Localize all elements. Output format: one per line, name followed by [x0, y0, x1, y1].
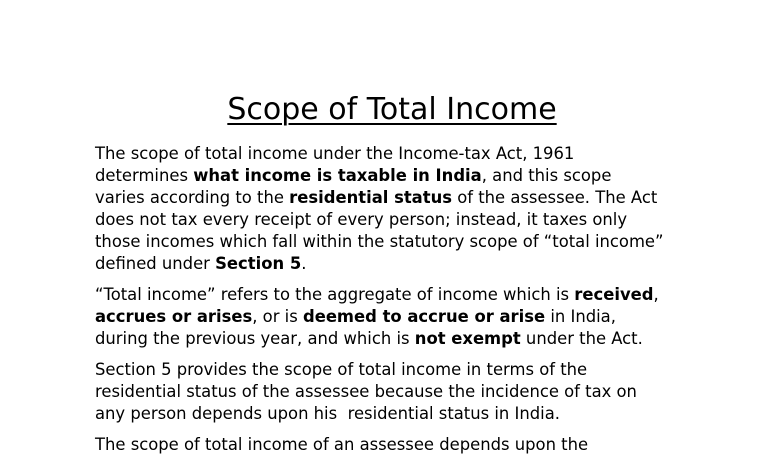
paragraph: [95, 143, 705, 275]
text-run: during the previous year, and which is: [95, 329, 415, 348]
bold-text: not exempt: [414, 329, 521, 348]
bold-text: received: [574, 285, 654, 304]
text-run: those incomes which fall within the statutory scope of “total income”: [95, 232, 664, 251]
text-line: [95, 306, 705, 328]
text-run: determines: [95, 166, 194, 185]
text-run: varies according to the: [95, 188, 290, 207]
text-line: [95, 209, 705, 231]
bold-text: what income is taxable in India: [193, 166, 482, 185]
text-line: [95, 143, 705, 165]
text-run: of the assessee. The Act: [452, 188, 658, 207]
paragraph: [95, 434, 705, 456]
text-line: [95, 253, 705, 275]
text-run: , and this scope: [481, 166, 612, 185]
text-line: [95, 359, 705, 381]
text-run: The scope of total income of an assessee depends upon the: [95, 435, 589, 454]
text-run: “Total income” refers to the aggregate of income which is: [95, 285, 575, 304]
text-run: under the Act.: [520, 329, 643, 348]
bold-text: residential status: [289, 188, 452, 207]
text-run: defined under: [95, 254, 216, 273]
text-run: any person depends upon his residential status in India.: [95, 404, 560, 423]
text-line: [95, 231, 705, 253]
text-run: , or is: [252, 307, 303, 326]
document-title: Scope of Total Income: [227, 92, 557, 127]
text-line: [95, 284, 705, 306]
text-line: [95, 328, 705, 350]
text-run: ,: [653, 285, 659, 304]
text-line: [95, 187, 705, 209]
text-run: Section 5 provides the scope of total income in terms of the: [95, 360, 588, 379]
text-line: [95, 403, 705, 425]
text-run: in India,: [545, 307, 616, 326]
text-run: .: [301, 254, 307, 273]
text-run: does not tax every receipt of every person; instead, it taxes only: [95, 210, 628, 229]
text-run: The scope of total income under the Income-tax Act, 1961: [95, 144, 575, 163]
text-line: [95, 381, 705, 403]
text-line: [95, 434, 705, 456]
bold-text: accrues or arises: [95, 307, 253, 326]
document-body: [95, 143, 705, 465]
bold-text: deemed to accrue or arise: [302, 307, 546, 326]
text-run: residential status of the assessee because the incidence of tax on: [95, 382, 637, 401]
text-line: [95, 165, 705, 187]
paragraph: [95, 284, 705, 350]
bold-text: Section 5: [215, 254, 302, 273]
paragraph: [95, 359, 705, 425]
